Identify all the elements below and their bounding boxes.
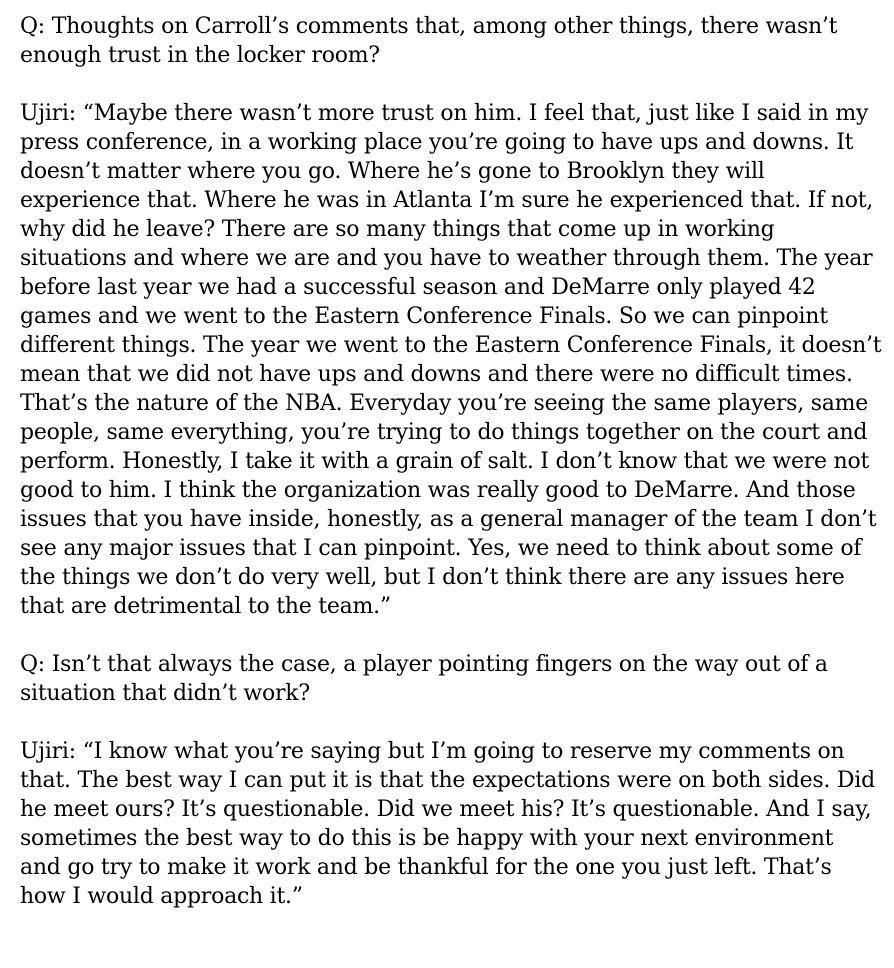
text-line: mean that we did not have ups and downs and there were no difficult times. bbox=[20, 362, 853, 387]
text-line: doesn’t matter where you go. Where he’s gone to Brooklyn they will bbox=[20, 159, 765, 184]
text-line: different things. The year we went to the Eastern Conference Finals, it doesn’t bbox=[20, 333, 882, 358]
text-line: good to him. I think the organization was really good to DeMarre. And those bbox=[20, 478, 856, 503]
answer-1 bbox=[20, 99, 886, 621]
text-line: perform. Honestly, I take it with a grain of salt. I don’t know that we were not bbox=[20, 449, 870, 474]
text-line: Q: Thoughts on Carroll’s comments that, among other things, there wasn’t bbox=[20, 14, 838, 39]
text-line: that are detrimental to the team.” bbox=[20, 594, 391, 619]
text-line: people, same everything, you’re trying to do things together on the court and bbox=[20, 420, 868, 445]
text-line: experience that. Where he was in Atlanta I’m sure he experienced that. If not, bbox=[20, 188, 874, 213]
text-line: games and we went to the Eastern Conference Finals. So we can pinpoint bbox=[20, 304, 828, 329]
text-line: Ujiri: “I know what you’re saying but I’m going to reserve my comments on bbox=[20, 739, 845, 764]
text-line: that. The best way I can put it is that the expectations were on both sides. Did bbox=[20, 768, 875, 793]
text-line: That’s the nature of the NBA. Everyday you’re seeing the same players, same bbox=[20, 391, 868, 416]
paragraph-gap bbox=[20, 70, 886, 99]
text-line: and go try to make it work and be thankful for the one you just left. That’s bbox=[20, 855, 832, 880]
text-line: the things we don’t do very well, but I don’t think there are any issues here bbox=[20, 565, 845, 590]
text-line: Ujiri: “Maybe there wasn’t more trust on him. I feel that, just like I said in my bbox=[20, 101, 869, 126]
text-line: how I would approach it.” bbox=[20, 884, 303, 909]
text-line: enough trust in the locker room? bbox=[20, 43, 380, 68]
text-line: sometimes the best way to do this is be happy with your next environment bbox=[20, 826, 834, 851]
text-line: press conference, in a working place you’re going to have ups and downs. It bbox=[20, 130, 854, 155]
text-line: before last year we had a successful season and DeMarre only played 42 bbox=[20, 275, 816, 300]
text-line: why did he leave? There are so many things that come up in working bbox=[20, 217, 775, 242]
text-line: situations and where we are and you have to weather through them. The year bbox=[20, 246, 873, 271]
text-line: Q: Isn’t that always the case, a player pointing fingers on the way out of a bbox=[20, 652, 828, 677]
question-1 bbox=[20, 12, 886, 70]
paragraph-gap bbox=[20, 621, 886, 650]
text-line: see any major issues that I can pinpoint. Yes, we need to think about some of bbox=[20, 536, 862, 561]
text-line: issues that you have inside, honestly, as a general manager of the team I don’t bbox=[20, 507, 877, 532]
text-line: situation that didn’t work? bbox=[20, 681, 310, 706]
paragraph-gap bbox=[20, 708, 886, 737]
answer-2 bbox=[20, 737, 886, 911]
question-2 bbox=[20, 650, 886, 708]
text-line: he meet ours? It’s questionable. Did we meet his? It’s questionable. And I say, bbox=[20, 797, 872, 822]
